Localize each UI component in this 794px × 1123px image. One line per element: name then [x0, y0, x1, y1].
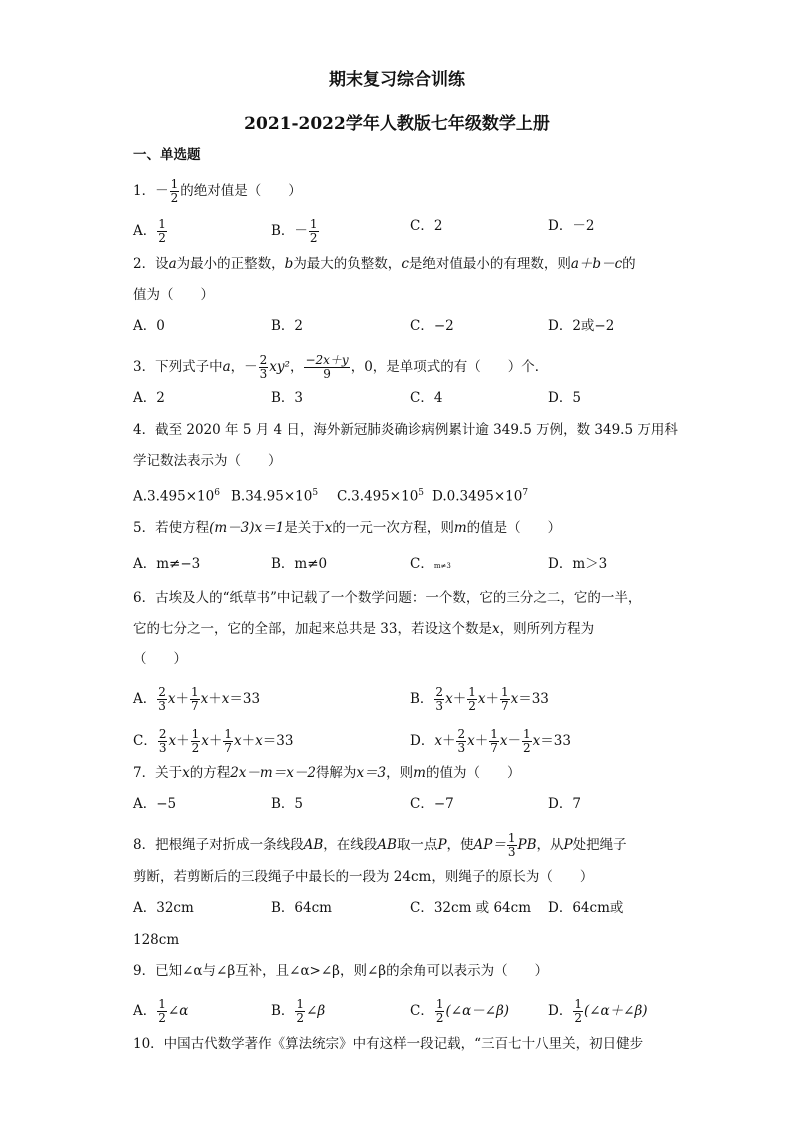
question-6-line-3: （ ）	[133, 651, 187, 667]
q9-option-d: D． $\frac{1}{2}$ (∠α＋∠β)	[548, 997, 648, 1025]
q7-option-a: A．−5	[133, 796, 177, 812]
q2-option-a: A．0	[133, 318, 165, 334]
question-10: 10．中国古代数学著作《算法统宗》中有这样一段记载，“三百七十八里关，初日健步	[133, 1036, 644, 1052]
question-2-line-2: 值为（ ）	[133, 287, 214, 303]
q1-option-b: B．－ $\frac{1}{2}$	[271, 217, 318, 245]
q6-option-a: A． $\frac{2}{3}$ x＋ $\frac{1}{7}$ x＋x＝33	[133, 685, 261, 713]
q5-option-c: C．m≠3	[410, 556, 451, 572]
q3-option-d: D．5	[548, 390, 581, 406]
q5-option-d: D．m＞3	[548, 556, 608, 572]
section-heading: 一、单选题	[133, 147, 201, 163]
q6-option-d: D．x＋ $\frac{2}{3}$ x＋ $\frac{1}{7}$ x－ $\frac{1}{2}$ x＝33	[410, 727, 571, 755]
q2-option-d: D．2或−2	[548, 318, 615, 334]
q3-option-a: A．2	[133, 390, 165, 406]
q8-option-d-cont: 128cm	[133, 932, 180, 948]
q9-option-b: B． $\frac{1}{2}$ ∠β	[271, 997, 326, 1025]
q8-option-d: D．64cm或	[548, 900, 624, 916]
question-4-line-2: 学记数法表示为（ ）	[133, 453, 282, 469]
question-4: 4．截至 2020 年 5 月 4 日，海外新冠肺炎确诊病例累计逾 349.5 万例，数 349.5 万用科	[133, 422, 678, 438]
question-2: 2．设a为最小的正整数，b为最大的负整数，c是绝对值最小的有理数，则a＋b－c的	[133, 256, 636, 272]
question-9: 9．已知∠α与∠β互补，且∠α>∠β，则∠β的余角可以表示为（ ）	[133, 963, 549, 979]
q4-option-a: $A.3.495\times 10^6$	[133, 488, 220, 505]
q1-option-d: D．－2	[548, 218, 595, 234]
q2-option-b: B．2	[271, 318, 304, 334]
q6-option-c: C． $\frac{2}{3}$ x＋ $\frac{1}{2}$ x＋ $\frac{1}{7}$ x＋x＝33	[133, 727, 294, 755]
q8-option-c: C．32cm 或 64cm	[410, 900, 531, 916]
q4-option-b: $B.34.95\times 10^5$	[231, 488, 319, 505]
q9-option-c: C． $\frac{1}{2}$ (∠α－∠β)	[410, 997, 510, 1025]
q7-option-d: D．7	[548, 796, 581, 812]
q2-option-c: C．−2	[410, 318, 454, 334]
q7-option-b: B．5	[271, 796, 304, 812]
page-subtitle: 2021-2022学年人教版七年级数学上册	[244, 114, 550, 134]
question-1: 1．－ $\frac{1}{2}$ 的绝对值是（ ）	[133, 177, 302, 205]
q7-option-c: C．−7	[410, 796, 454, 812]
question-8: 8．把根绳子对折成一条线段AB，在线段AB取一点P，使AP＝ $\frac{1}{3}$ PB，从P处把绳子	[133, 831, 627, 859]
q8-option-b: B．64cm	[271, 900, 332, 916]
q4-option-d: $D.0.3495\times 10^7$	[432, 488, 529, 505]
question-3: 3．下列式子中a，－ $\frac{2}{3}$ xy²， $\frac{-2x+y}{9}$ ，0，是单项式的有（ ）个．	[133, 353, 549, 381]
q3-option-b: B．3	[271, 390, 304, 406]
question-5: 5．若使方程(m－3)x＝1是关于x的一元一次方程，则m的值是（ ）	[133, 520, 562, 536]
question-6: 6．古埃及人的“纸草书”中记载了一个数学问题：一个数，它的三分之二，它的一半，	[133, 590, 642, 606]
fraction: $\frac{1}{2}$	[170, 177, 179, 205]
question-7: 7．关于x的方程2x－m＝x－2得解为x＝3，则m的值为（ ）	[133, 765, 521, 781]
question-6-line-2: 它的七分之一，它的全部，加起来总共是 33，若设这个数是x，则所列方程为	[133, 621, 595, 637]
q8-option-a: A．32cm	[133, 900, 194, 916]
question-8-line-2: 剪断，若剪断后的三段绳子中最长的一段为 24cm，则绳子的原长为（ ）	[133, 869, 594, 885]
q1-option-a: A． $\frac{1}{2}$	[133, 217, 166, 245]
q6-option-b: B． $\frac{2}{3}$ x＋ $\frac{1}{2}$ x＋ $\frac{1}{7}$ x＝33	[410, 685, 549, 713]
q4-option-c: $C.3.495\times 10^5$	[337, 488, 425, 505]
q3-option-c: C．4	[410, 390, 443, 406]
q5-option-a: A．m≠−3	[133, 556, 201, 572]
q9-option-a: A． $\frac{1}{2}$ ∠α	[133, 997, 189, 1025]
q1-option-c: C．2	[410, 218, 443, 234]
page-title: 期末复习综合训练	[329, 70, 465, 90]
q5-option-b: B．m≠0	[271, 556, 328, 572]
